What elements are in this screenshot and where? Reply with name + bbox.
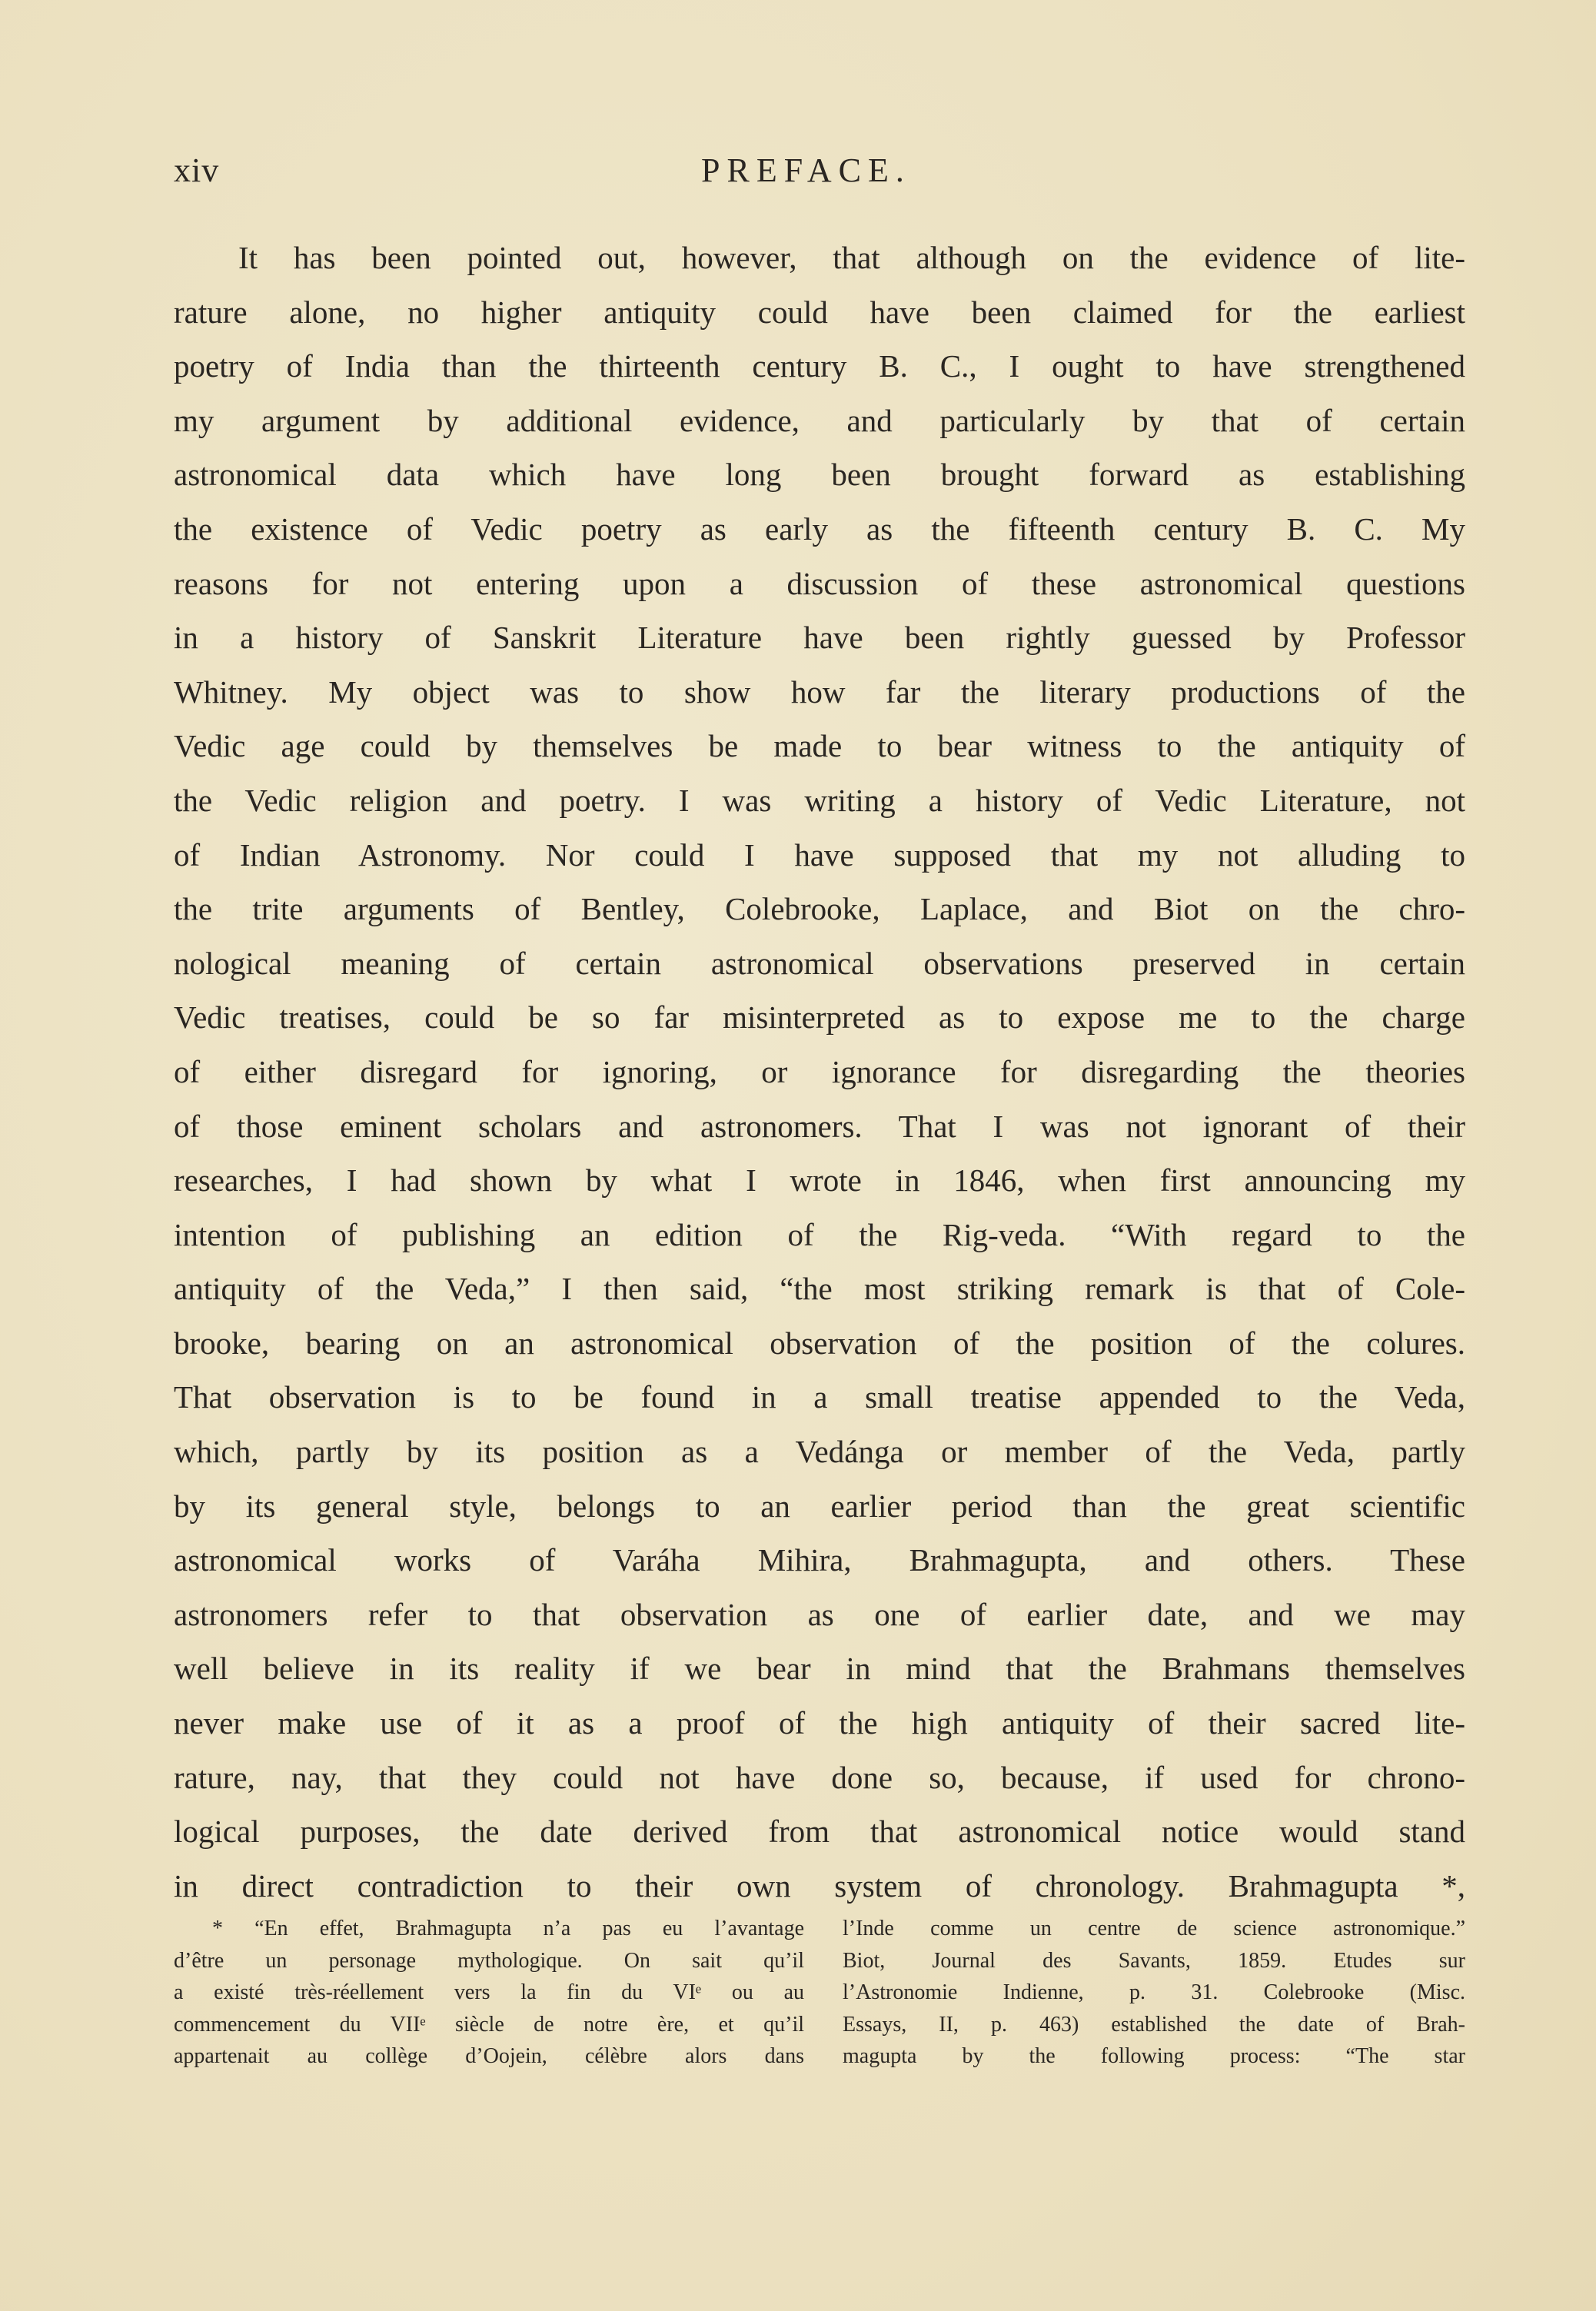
text-line: the trite arguments of Bentley, Colebrooke, Laplace, and Biot on the chro-: [174, 891, 1465, 927]
text-line: the existence of Vedic poetry as early as the fifteenth century B. C. My: [174, 510, 1465, 547]
text-line: poetry of India than the thirteenth century B. C., I ought to have strengthened: [174, 348, 1465, 384]
text-line: That observation is to be found in a small treatise appended to the Veda,: [174, 1379, 1465, 1415]
text-line: Vedic treatises, could be so far misinterpreted as to expose me to the charge: [174, 999, 1465, 1036]
text-line: of those eminent scholars and astronomers. That I was not ignorant of their: [174, 1108, 1465, 1144]
footnote-line: appartenait au collège d’Oojein, célèbre alors dans: [174, 2044, 804, 2068]
footnote-line: Essays, II, p. 463) established the date of Brah-: [843, 2012, 1465, 2037]
footnote-line: d’être un personage mythologique. On sait qu’il: [174, 1948, 804, 1973]
running-title: PREFACE.: [701, 151, 911, 189]
text-line: nological meaning of certain astronomical observations preserved in certain: [174, 945, 1465, 981]
text-line: rature, nay, that they could not have done so, because, if used for chrono-: [174, 1759, 1465, 1795]
text-line: It has been pointed out, however, that although on the evidence of lite-: [238, 240, 1465, 275]
text-line: astronomical works of Varáha Mihira, Brahmagupta, and others. These: [174, 1542, 1465, 1578]
text-line: logical purposes, the date derived from that astronomical notice would stand: [174, 1814, 1465, 1850]
footnotes: [174, 1913, 1465, 2073]
page-number: xiv: [174, 151, 220, 189]
text-line: Vedic age could by themselves be made to bear witness to the antiquity of: [174, 728, 1465, 764]
footnote-line: * “En effet, Brahmagupta n’a pas eu l’avantage: [212, 1917, 804, 1940]
footnote-column-left: [174, 1913, 804, 2073]
main-text: [174, 231, 1465, 1913]
page-header: [174, 151, 1465, 197]
text-line: rature alone, no higher antiquity could have been claimed for the earliest: [174, 294, 1465, 330]
text-line: in a history of Sanskrit Literature have been rightly guessed by Professor: [174, 620, 1465, 656]
text-line: never make use of it as a proof of the high antiquity of their sacred lite-: [174, 1705, 1465, 1741]
text-line: of Indian Astronomy. Nor could I have supposed that my not alluding to: [174, 836, 1465, 873]
text-line: my argument by additional evidence, and particularly by that of certain: [174, 402, 1465, 438]
text-line: of either disregard for ignoring, or ignorance for disregarding the theories: [174, 1053, 1465, 1089]
text-line: intention of publishing an edition of the Rig-veda. “With regard to the: [174, 1216, 1465, 1252]
footnote-column-right: [843, 1913, 1465, 2073]
text-line: the Vedic religion and poetry. I was writing a history of Vedic Literature, not: [174, 782, 1465, 818]
text-line: well believe in its reality if we bear in mind that the Brahmans themselves: [174, 1651, 1465, 1687]
text-line: reasons for not entering upon a discussion of these astronomical questions: [174, 565, 1465, 601]
footnote-line: magupta by the following process: “The star: [843, 2044, 1465, 2068]
text-line: Whitney. My object was to show how far the literary productions of the: [174, 673, 1465, 710]
text-line: researches, I had shown by what I wrote in 1846, when first announcing my: [174, 1162, 1465, 1199]
text-line: antiquity of the Veda,” I then said, “the most striking remark is that of Cole-: [174, 1271, 1465, 1307]
text-line: in direct contradiction to their own system of chronology. Brahmagupta *,: [174, 1867, 1465, 1904]
text-line: astronomers refer to that observation as one of earlier date, and we may: [174, 1596, 1465, 1632]
footnote-line: l’Astronomie Indienne, p. 31. Colebrooke (Misc.: [843, 1980, 1465, 2004]
footnote-line: a existé très-réellement vers la fin du VIᵉ ou au: [174, 1980, 804, 2004]
footnote-line: Biot, Journal des Savants, 1859. Etudes sur: [843, 1948, 1465, 1973]
text-line: astronomical data which have long been brought forward as establishing: [174, 457, 1465, 493]
footnote-line: commencement du VIIᵉ siècle de notre ère, et qu’il: [174, 2012, 804, 2037]
text-line: by its general style, belongs to an earlier period than the great scientific: [174, 1488, 1465, 1524]
text-line: brooke, bearing on an astronomical observation of the position of the colures.: [174, 1325, 1465, 1361]
footnote-line: l’Inde comme un centre de science astronomique.”: [843, 1917, 1465, 1940]
text-line: which, partly by its position as a Vedánga or member of the Veda, partly: [174, 1434, 1465, 1470]
